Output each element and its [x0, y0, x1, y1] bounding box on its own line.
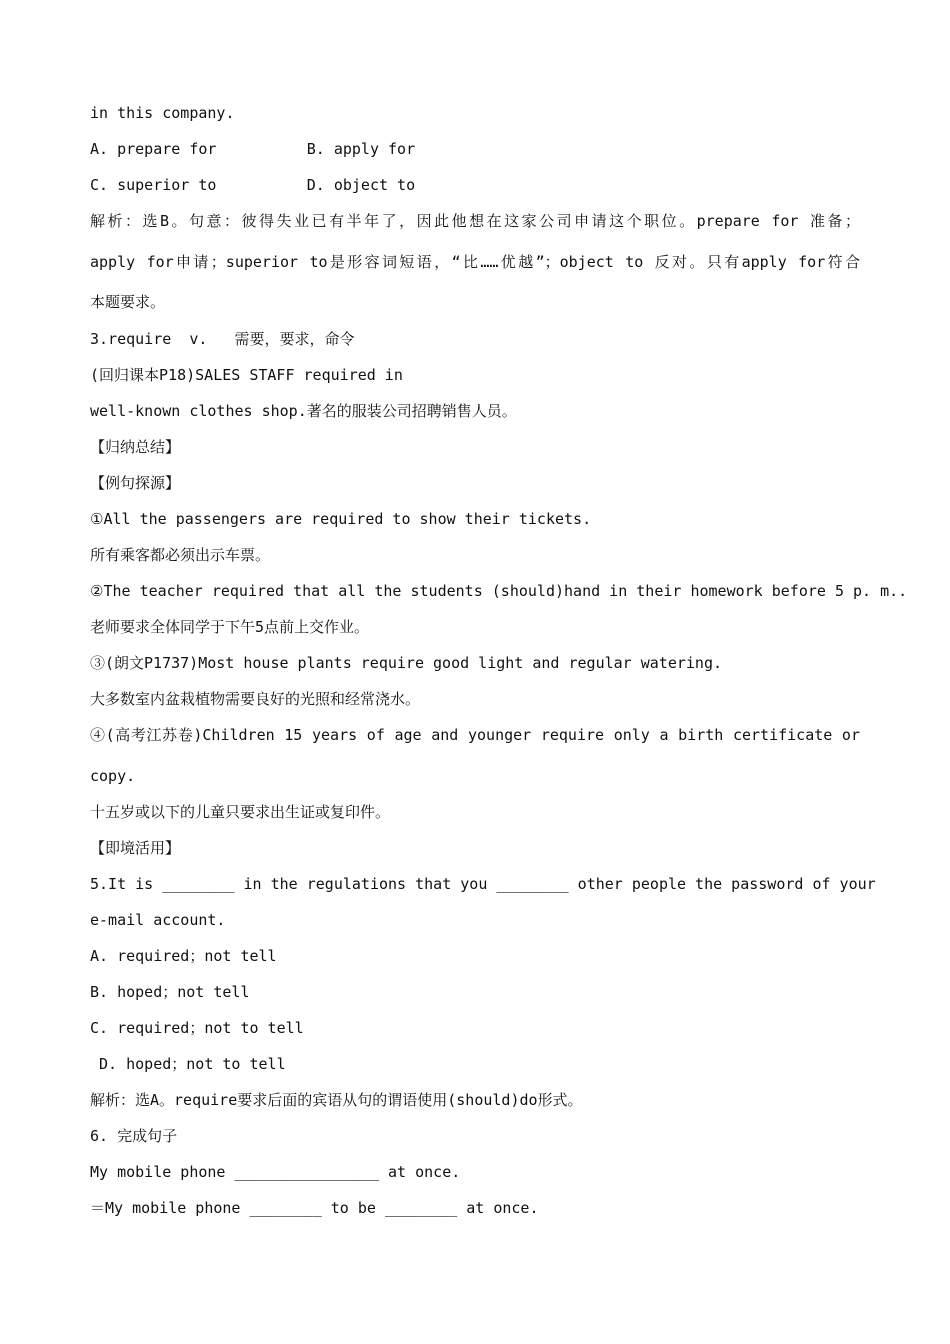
question-stem: e-mail account.: [90, 911, 226, 929]
section-heading-summary: 【归纳总结】: [90, 438, 181, 456]
textbook-example: (回归课本P18)SALES STAFF required in: [90, 366, 403, 384]
option-line-ab: A. prepare for B. apply for: [90, 140, 416, 158]
example-translation: 老师要求全体同学于下午5点前上交作业。: [90, 618, 370, 636]
option-line-cd: C. superior to D. object to: [90, 176, 416, 194]
question-stem: 5.It is ________ in the regulations that you ________ other people the password of your: [90, 875, 876, 893]
option-d: D. hoped；not to tell: [90, 1055, 286, 1073]
example-translation: 十五岁或以下的儿童只要求出生证或复印件。: [90, 803, 391, 821]
example-sentence: ③(朗文P1737)Most house plants require good light and regular watering.: [90, 654, 722, 672]
analysis-line: 本题要求。: [90, 293, 166, 311]
text-line: in this company.: [90, 104, 235, 122]
analysis-line: 解析：选A。require要求后面的宾语从句的谓语使用(should)do形式。: [90, 1091, 583, 1109]
option-c: C. required；not to tell: [90, 1019, 304, 1037]
example-sentence: ④(高考江苏卷)Children 15 years of age and younger require only a birth certificate or: [90, 726, 860, 744]
section-heading-examples: 【例句探源】: [90, 474, 181, 492]
fill-in-sentence: My mobile phone ________________ at once.: [90, 1163, 461, 1181]
vocab-heading: 3.require v. 需要，要求，命令: [90, 330, 355, 348]
example-translation: 所有乘客都必须出示车票。: [90, 546, 271, 564]
analysis-line: apply for申请；superior to是形容词短语，“比……优越”；object to 反对。只有apply for符合: [90, 253, 860, 271]
example-sentence: copy.: [90, 767, 136, 785]
example-sentence: ②The teacher required that all the students (should)hand in their homework before 5 p. m..: [90, 582, 908, 600]
textbook-example: well-known clothes shop.著名的服装公司招聘销售人员。: [90, 402, 517, 420]
option-a: A. required；not tell: [90, 947, 277, 965]
analysis-line: 解析：选B。句意：彼得失业已有半年了，因此他想在这家公司申请这个职位。prepare for 准备；: [90, 212, 860, 230]
example-sentence: ①All the passengers are required to show their tickets.: [90, 510, 592, 528]
question-heading: 6. 完成句子: [90, 1127, 178, 1145]
example-translation: 大多数室内盆栽植物需要良好的光照和经常浇水。: [90, 690, 421, 708]
section-heading-practice: 【即境活用】: [90, 839, 181, 857]
option-b: B. hoped；not tell: [90, 983, 250, 1001]
fill-in-sentence: ＝My mobile phone ________ to be ________ at once.: [90, 1199, 539, 1217]
